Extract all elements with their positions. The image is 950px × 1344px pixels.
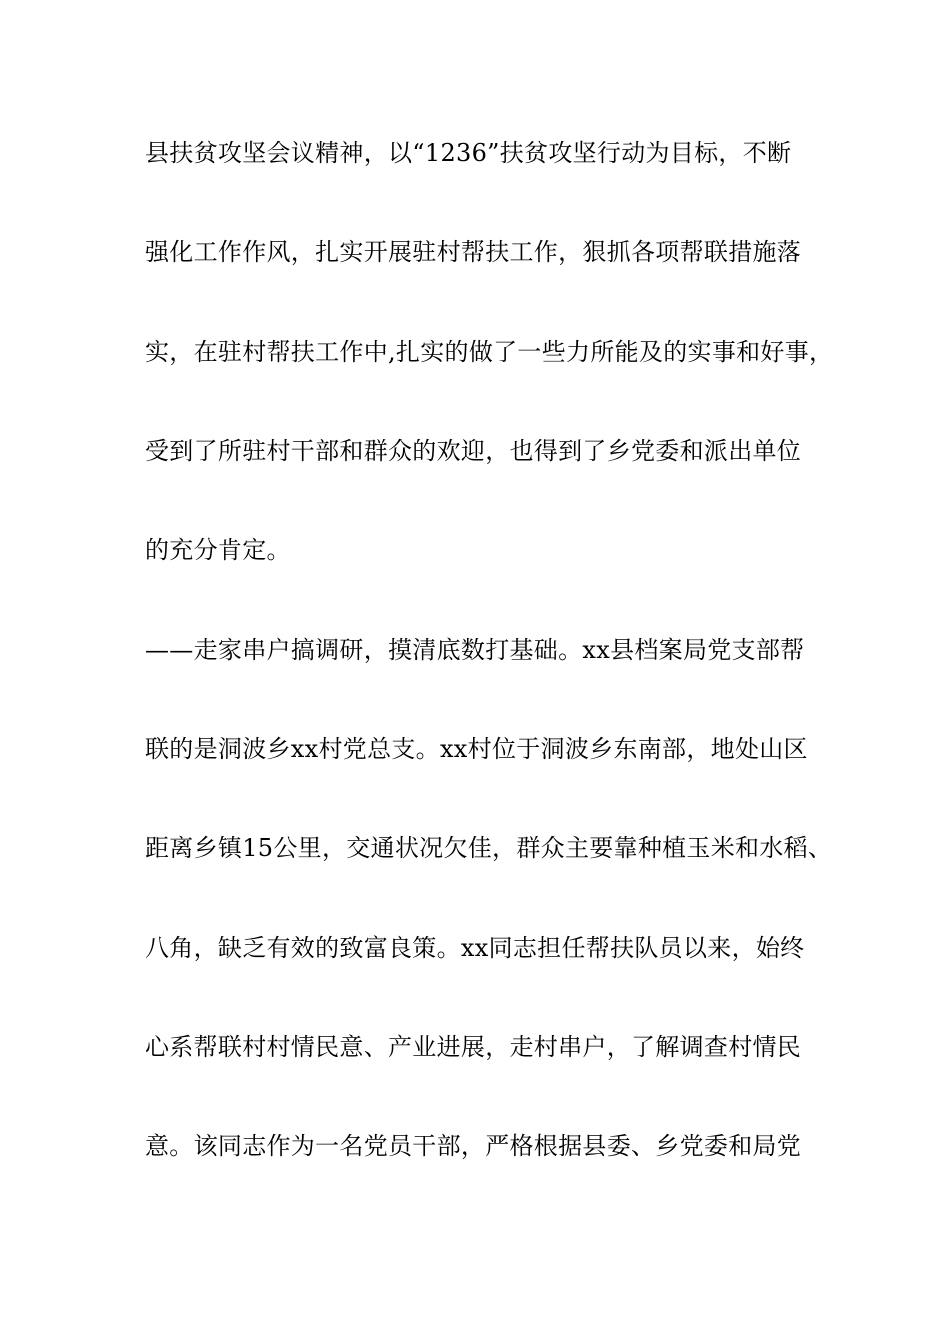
text-line: 意。该同志作为一名党员干部，严格根据县委、乡党委和局党 [145, 1132, 802, 1160]
text-line: 的充分肯定。 [145, 536, 291, 564]
text-line: 强化工作作风，扎实开展驻村帮扶工作，狠抓各项帮联措施落 [145, 238, 802, 266]
text-line: 八角，缺乏有效的致富良策。xx同志担任帮扶队员以来，始终 [145, 934, 805, 962]
text-line: 实，在驻村帮扶工作中,扎实的做了一些力所能及的实事和好事， [145, 338, 834, 366]
text-line: 距离乡镇15公里，交通状况欠佳，群众主要靠种植玉米和水稻、 [145, 834, 833, 862]
text-line: ——走家串户搞调研，摸清底数打基础。xx县档案局党支部帮 [145, 636, 805, 664]
text-line: 受到了所驻村干部和群众的欢迎，也得到了乡党委和派出单位 [145, 437, 802, 465]
text-line: 心系帮联村村情民意、产业进展，走村串户，了解调查村情民 [145, 1033, 802, 1061]
text-line: 县扶贫攻坚会议精神，以“1236”扶贫攻坚行动为目标，不断 [145, 139, 792, 167]
text-line: 联的是洞波乡xx村党总支。xx村位于洞波乡东南部，地处山区 [145, 735, 808, 763]
